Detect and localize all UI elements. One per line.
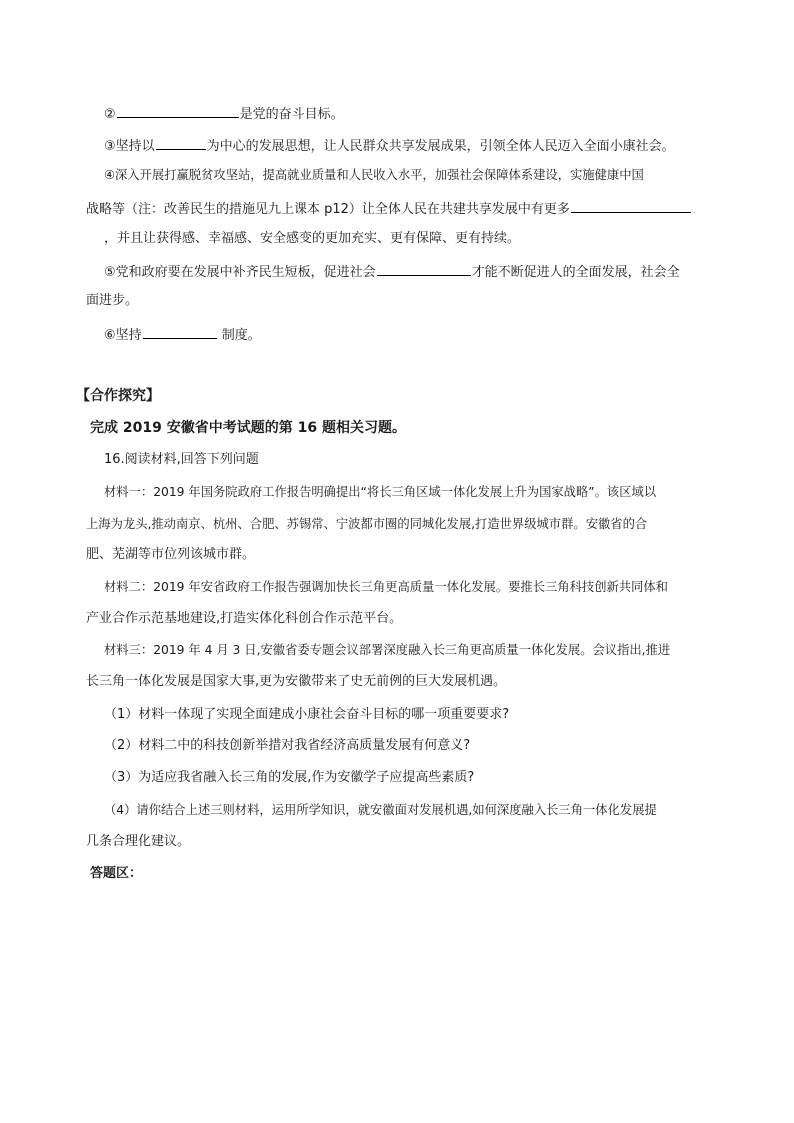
item-text: 才能不断促进人的全面发展，社会全 [471,265,680,280]
answer-blank[interactable] [571,199,691,213]
fill-blank-item-6 [104,325,261,344]
answer-area[interactable] [86,892,716,1092]
question-2: （2）材料二中的科技创新举措对我省经济高质量发展有何意义? [104,738,471,753]
material-1-line-1: 材料一：2019 年国务院政府工作报告明确提出“将长三角区域一体化发展上升为国家战略”。该区域以 [104,485,657,499]
answer-blank[interactable] [143,325,217,339]
fill-blank-item-4-line-2 [86,199,692,218]
fill-blank-item-5 [104,262,680,281]
fill-blank-item-2 [104,104,344,123]
item-text: 是党的奋斗目标。 [239,107,344,122]
answer-blank[interactable] [156,136,206,150]
fill-blank-item-3 [104,136,675,155]
fill-blank-item-4-line-1: ④深入开展打赢脱贫攻坚站，提高就业质量和人民收入水平，加强社会保障体系建设，实施健康中国 [104,168,644,182]
material-3-line-2: 长三角一体化发展是国家大事,更为安徽带来了史无前例的巨大发展机遇。 [86,674,507,689]
question-4-line-2: 几条合理化建议。 [86,834,191,849]
section-heading: 【合作探究】 [76,388,160,404]
answer-blank[interactable] [377,262,471,276]
item-text: 战略等（注：改善民生的措施见九上课本 p12）让全体人民在共建共享发展中有更多 [86,202,570,217]
item-text: 为中心的发展思想，让人民群众共享发展成果，引领全体人民迈入全面小康社会。 [206,139,675,154]
material-2-line-1: 材料二：2019 年安省政府工作报告强调加快长三角更高质量一体化发展。要推长三角科技创新共同体和 [104,580,668,594]
fill-blank-item-5-cont: 面进步。 [86,293,139,308]
fill-blank-item-4-line-3: ，并且让获得感、幸福感、安全感变的更加充实、更有保障、更有持续。 [104,231,521,246]
answer-blank[interactable] [117,104,239,118]
material-2-line-2: 产业合作示范基地建设,打造实体化科创合作示范平台。 [86,611,403,626]
question-1: （1）材料一体现了实现全面建成小康社会奋斗目标的哪一项重要要求? [104,707,510,722]
question-4-line-1: （4）请你结合上述三则材料，运用所学知识，就安徽面对发展机遇,如何深度融入长三角一体化发展提 [104,803,657,817]
material-1-line-3: 肥、芜湖等市位列该城市群。 [86,547,256,562]
material-1-line-2: 上海为龙头,推动南京、杭州、合肥、苏锡常、宁波都市圈的同城化发展,打造世界级城市群。安徽省的合 [86,517,648,531]
item-number: ② [104,107,116,122]
question-intro: 16.阅读材料,回答下列问题 [104,452,259,467]
material-3-line-1: 材料三：2019 年 4 月 3 日,安徽省委专题会议部署深度融入长三角更高质量一体化发展。会议指出,推进 [104,643,671,657]
item-text: ③坚持以 [104,139,155,154]
item-text: ⑥坚持 [104,328,142,343]
task-title: 完成 2019 安徽省中考试题的第 16 题相关习题。 [90,420,406,436]
answer-area-label: 答题区： [90,866,143,881]
item-text: 制度。 [217,328,261,343]
question-3: （3）为适应我省融入长三角的发展,作为安徽学子应提高些素质? [104,770,475,785]
item-text: ⑤党和政府要在发展中补齐民生短板，促进社会 [104,265,376,280]
